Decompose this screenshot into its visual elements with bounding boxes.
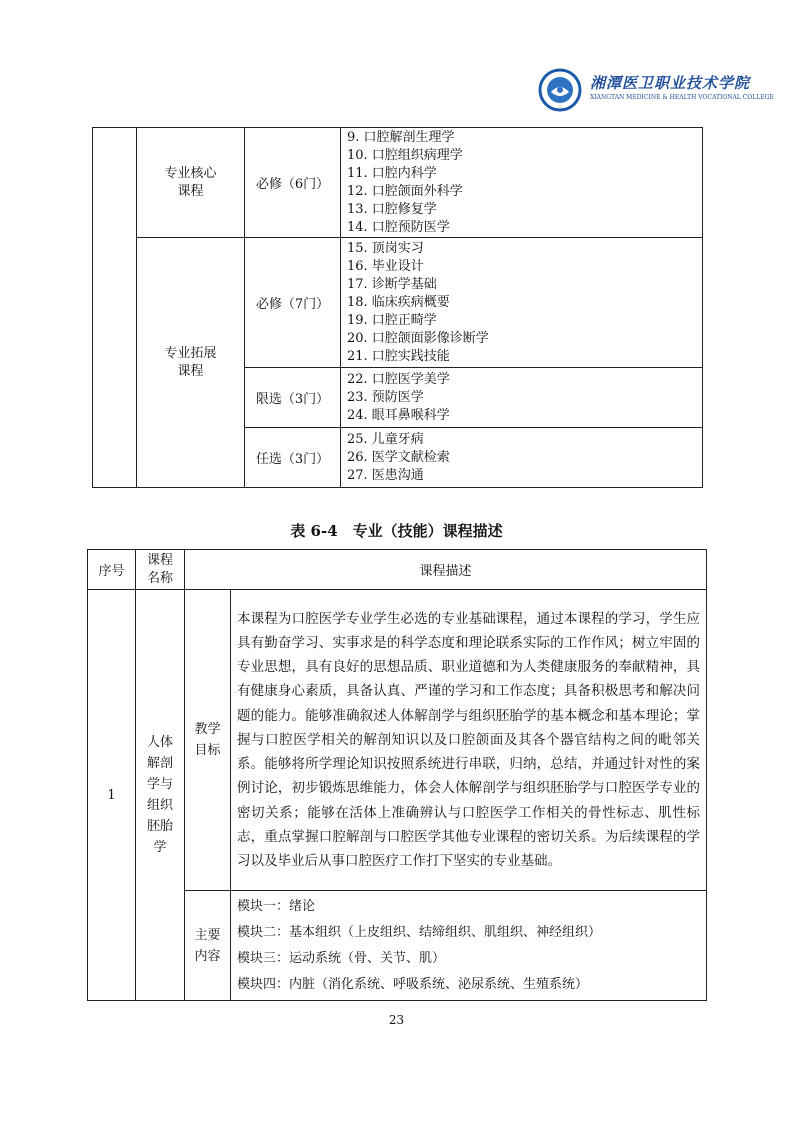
requirement-cell: 必修（6门） (245, 128, 341, 238)
category-cell: 专业核心 课程 (137, 128, 245, 238)
course-description-table (87, 549, 707, 1001)
list-item: 14. 口腔预防医学 (347, 219, 450, 235)
list-item: 模块三：运动系统（骨、关节、肌） (237, 950, 446, 966)
blank-cell (93, 128, 137, 488)
table-caption: 表 6-4 专业（技能）课程描述 (290, 522, 503, 540)
college-english-name: XIANGTAN MEDICINE & HEALTH VOCATIONAL COLLEGE (590, 94, 774, 101)
list-item: 模块一：绪论 (237, 898, 316, 914)
list-item: 27. 医患沟通 (347, 467, 424, 483)
college-emblem-icon (538, 68, 582, 112)
list-item: 模块二：基本组织（上皮组织、结缔组织、肌组织、神经组织） (237, 924, 602, 940)
list-item: 21. 口腔实践技能 (347, 348, 450, 364)
course-list (341, 128, 703, 238)
college-name: 湘潭医卫职业技术学院 (590, 74, 751, 92)
course-list (341, 238, 703, 368)
list-item: 15. 顶岗实习 (347, 240, 424, 256)
list-item: 26. 医学文献检索 (347, 449, 450, 465)
list-item: 13. 口腔修复学 (347, 201, 437, 217)
content-list (231, 891, 707, 1001)
requirement-cell: 任选（3门） (245, 428, 341, 488)
list-item: 23. 预防医学 (347, 389, 424, 405)
header-name: 课程 名称 (136, 550, 185, 590)
list-item: 模块四：内脏（消化系统、呼吸系统、泌尿系统、生殖系统） (237, 976, 589, 992)
list-item: 18. 临床疾病概要 (347, 294, 450, 310)
requirement-cell: 限选（3门） (245, 368, 341, 428)
list-item: 24. 眼耳鼻喉科学 (347, 407, 450, 423)
list-item: 12. 口腔颌面外科学 (347, 183, 463, 199)
course-list (341, 428, 703, 488)
course-name: 人体 解剖 学与 组织 胚胎 学 (136, 590, 185, 1001)
page-number: 23 (388, 1013, 405, 1027)
header-no: 序号 (88, 550, 136, 590)
list-item: 19. 口腔正畸学 (347, 312, 437, 328)
course-structure-table (92, 127, 703, 488)
goal-text: 本课程为口腔医学专业学生必选的专业基础课程，通过本课程的学习，学生应具有勤奋学习、实事求是的科学态度和理论联系实际的工作作风；树立牢固的专业思想，具有良好的思想品质、职业道德和为人类健康服务的奉献精神，具有健康身心素质，具备认真、严谨的学习和工作态度；具备积极思考和解决问题的能力。能够准确叙述人体解剖学与组织胚胎学的基本概念和基本理论；掌握与口腔医学相关的解剖知识以及口腔颌面及其各个器官结构之间的毗邻关系。能够将所学理论知识按照系统进行串联，归纳，总结，并通过针对性的案例讨论，初步锻炼思维能力，体会人体解剖学与组织胚胎学与口腔医学专业的密切关系；能够在活体上准确辨认与口腔医学工作相关的骨性标志、肌性标志，重点掌握口腔解剖与口腔医学其他专业课程的密切关系。为后续课程的学习以及毕业后从事口腔医疗工作打下坚实的专业基础。 (231, 590, 707, 891)
list-item: 25. 儿童牙病 (347, 431, 424, 447)
row-number: 1 (88, 590, 136, 1001)
list-item: 10. 口腔组织病理学 (347, 147, 463, 163)
list-item: 16. 毕业设计 (347, 258, 424, 274)
header-desc: 课程描述 (185, 550, 707, 590)
category-cell: 专业拓展 课程 (137, 238, 245, 488)
list-item: 9. 口腔解剖生理学 (347, 129, 455, 145)
list-item: 11. 口腔内科学 (347, 165, 437, 181)
content-label: 主要 内容 (185, 891, 231, 1001)
college-logo (538, 68, 774, 112)
list-item: 17. 诊断学基础 (347, 276, 437, 292)
goal-label: 教学 目标 (185, 590, 231, 891)
list-item: 22. 口腔医学美学 (347, 371, 450, 387)
course-list (341, 368, 703, 428)
requirement-cell: 必修（7门） (245, 238, 341, 368)
list-item: 20. 口腔颌面影像诊断学 (347, 330, 489, 346)
